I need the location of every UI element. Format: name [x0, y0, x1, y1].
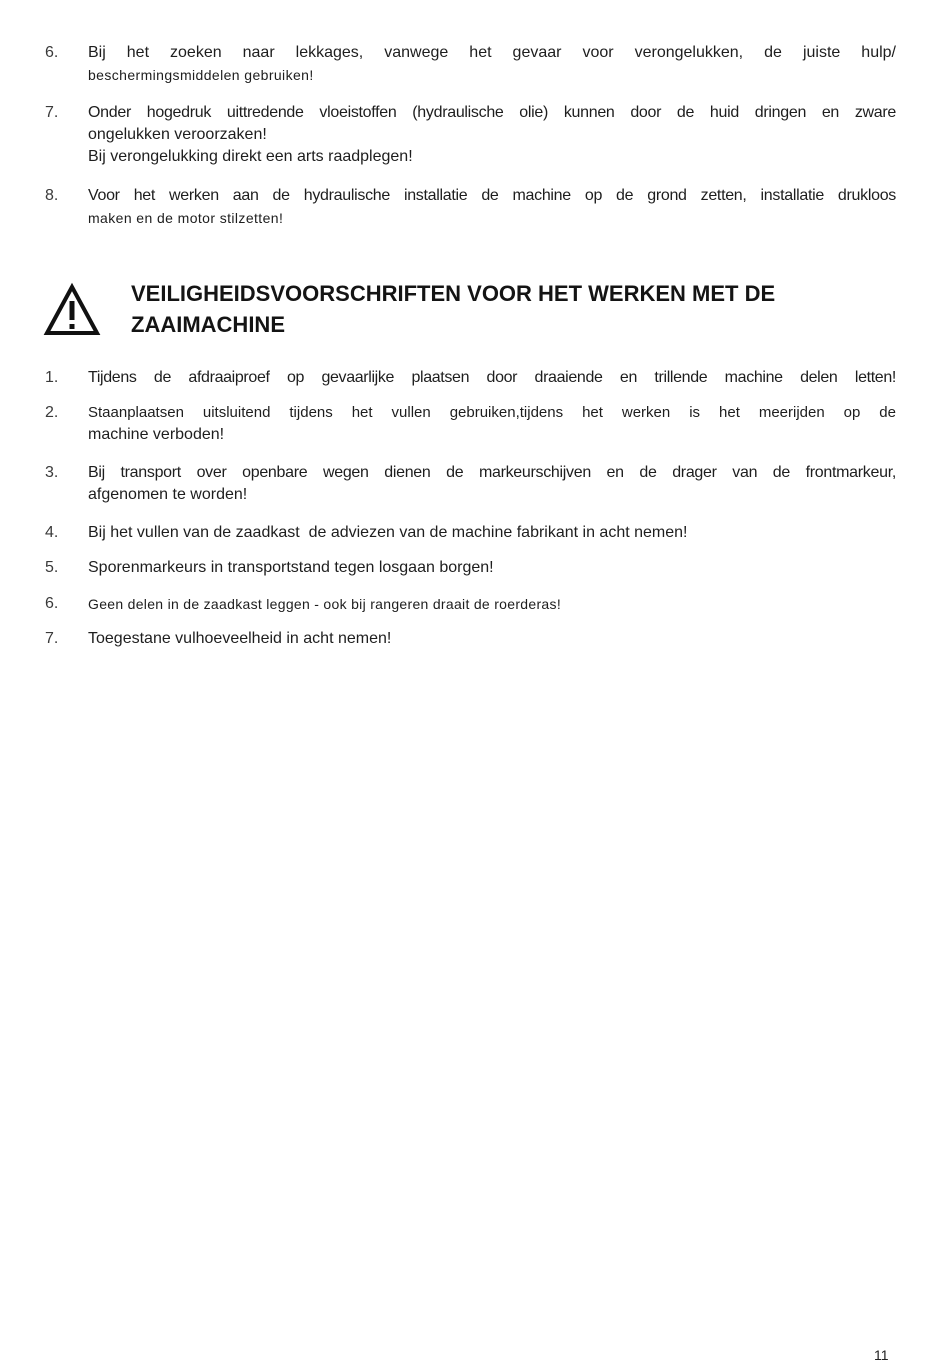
section-title: [131, 278, 891, 340]
item-line: beschermingsmiddelen gebruiken!: [88, 67, 314, 83]
item-line: ongelukken veroorzaken!: [88, 126, 267, 143]
page-number: 11: [874, 1347, 889, 1363]
item-number: 8.: [45, 187, 59, 204]
item-line: Voor het werken aan de hydraulische installatie de machine op de grond zetten, installatie drukloos: [88, 187, 896, 204]
item-number: 2.: [45, 404, 59, 421]
item-text: [88, 593, 896, 615]
item-line: Bij het vullen van de zaadkast de adviezen van de machine fabrikant in acht nemen!: [88, 524, 688, 541]
item-text: [88, 42, 896, 86]
item-line: Geen delen in de zaadkast leggen - ook bij rangeren draait de roerderas!: [88, 596, 562, 612]
item-text: [88, 102, 896, 168]
item-line: Onder hogedruk uittredende vloeistoffen (hydraulische olie) kunnen door de huid dringen en zware: [88, 104, 896, 121]
section-title-line: ZAAIMACHINE: [131, 312, 285, 337]
item-number: 6.: [45, 44, 59, 61]
item-number: 4.: [45, 524, 59, 541]
item-line: Sporenmarkeurs in transportstand tegen losgaan borgen!: [88, 559, 494, 576]
item-text: [88, 185, 896, 229]
item-text: [88, 522, 896, 544]
item-line: Bij verongelukking direkt een arts raadplegen!: [88, 148, 413, 165]
warning-triangle-icon: [44, 284, 100, 336]
item-number: 3.: [45, 464, 59, 481]
item-number: 7.: [45, 630, 59, 647]
item-line: Tijdens de afdraaiproef op gevaarlijke plaatsen door draaiende en trillende machine delen letten!: [88, 369, 896, 386]
item-text: [88, 557, 896, 579]
item-line: machine verboden!: [88, 426, 225, 443]
item-line: Bij het zoeken naar lekkages, vanwege het gevaar voor verongelukken, de juiste hulp/: [88, 44, 896, 61]
item-line: afgenomen te worden!: [88, 486, 248, 503]
item-number: 6.: [45, 595, 59, 612]
item-number: 1.: [45, 369, 59, 386]
item-line: Bij transport over openbare wegen dienen de markeurschijven en de drager van de frontmarkeur,: [88, 464, 896, 481]
item-line: Toegestane vulhoeveelheid in acht nemen!: [88, 630, 392, 647]
item-text: [88, 367, 896, 389]
section-title-line: VEILIGHEIDSVOORSCHRIFTEN VOOR HET WERKEN MET DE: [131, 281, 776, 306]
item-number: 5.: [45, 559, 59, 576]
section-heading-block: [0, 276, 950, 346]
item-text: [88, 628, 896, 650]
item-line: Staanplaatsen uitsluitend tijdens het vullen gebruiken,tijdens het werken is het meerijden op de: [88, 404, 896, 421]
item-line: maken en de motor stilzetten!: [88, 210, 284, 226]
item-text: [88, 462, 896, 506]
item-text: [88, 402, 896, 446]
item-number: 7.: [45, 104, 59, 121]
